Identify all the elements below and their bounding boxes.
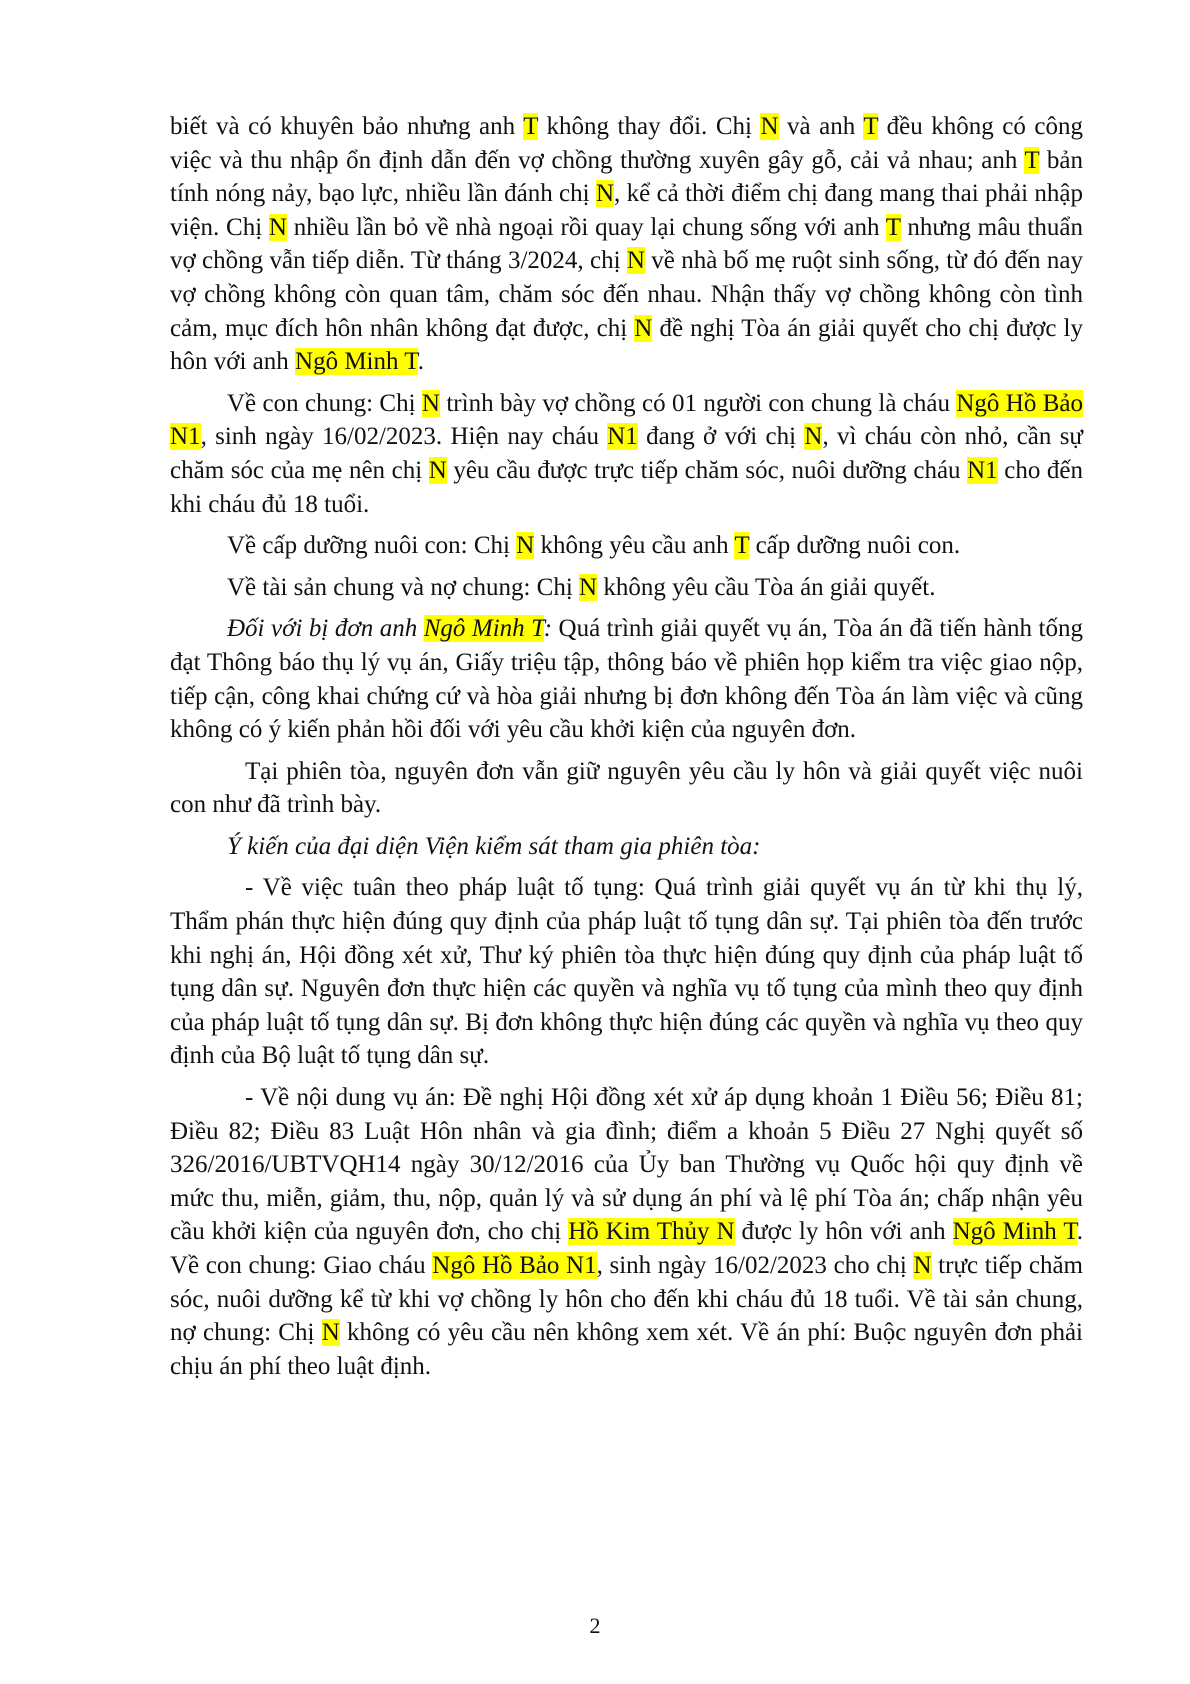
text-run: Về tài sản chung và nợ chung: Chị bbox=[227, 573, 580, 601]
paragraph bbox=[170, 1081, 1083, 1383]
highlighted-name: N bbox=[579, 573, 598, 601]
document-body bbox=[170, 110, 1083, 1391]
paragraph bbox=[170, 612, 1083, 746]
highlighted-name: N1 bbox=[967, 456, 998, 484]
text-run: - Về việc tuân theo pháp luật tố tụng: Quá trình giải quyết vụ án từ khi thụ lý, Thẩm phán thực hiện đúng quy định của pháp luật tố tụng dân sự. Tại phiên tòa đến trước khi nghị án, Hội đồng xét xử, Thư ký phiên tòa thực hiện đúng quy định của pháp luật tố tụng dân sự. Nguyên đơn thực hiện các quyền và nghĩa vụ tố tụng của mình theo quy định của pháp luật tố tụng dân sự. Bị đơn không thực hiện đúng các quyền và nghĩa vụ theo quy định của Bộ luật tố tụng dân sự. bbox=[170, 874, 1083, 1070]
highlighted-name: Ngô Minh T bbox=[295, 348, 418, 376]
text-run: nhiều lần bỏ về nhà ngoại rồi quay lại chung sống với anh bbox=[286, 213, 886, 241]
text-run: - Về nội dung vụ án: Đề nghị Hội đồng xét xử áp dụng khoản 1 Điều 56; Điều 81; Điều 82; Điều 83 Luật Hôn nhân và gia đình; điểm a khoản 5 Điều 27 Nghị quyết số 326/2016/UBTVQH14 ngày 30/12/2016 của Ủy ban Thường vụ Quốc hội quy định về mức thu, miễn, giảm, thu, nộp, quản lý và sử dụng án phí và lệ phí Tòa án; chấp nhận yêu cầu khởi kiện của nguyên đơn, cho chị bbox=[170, 1084, 1083, 1246]
page-number: 2 bbox=[589, 1613, 601, 1638]
highlighted-name: N bbox=[913, 1252, 932, 1279]
highlighted-name: N bbox=[321, 1319, 340, 1347]
paragraph bbox=[170, 871, 1083, 1073]
text-run: đều không có công việc và thu nhập ổn định dẫn đến vợ chồng thường xuyên gây gỗ, cải vả nhau; anh bbox=[170, 113, 1083, 174]
highlighted-name: T bbox=[863, 113, 879, 140]
text-run: không yêu cầu anh bbox=[534, 532, 735, 560]
paragraph bbox=[170, 529, 1083, 563]
paragraph bbox=[170, 755, 1083, 822]
text-run: cấp dưỡng nuôi con. bbox=[749, 532, 961, 560]
text-run: về nhà bố mẹ ruột sinh sống, từ đó đến nay vợ chồng không còn quan tâm, chăm sóc đến nhau. Nhận thấy vợ chồng không còn tình cảm, mục đích hôn nhân không đạt được, chị bbox=[170, 247, 1083, 342]
paragraph bbox=[170, 110, 1083, 379]
text-run: và anh bbox=[778, 113, 864, 140]
highlighted-name: N bbox=[634, 314, 653, 342]
highlighted-name: N bbox=[268, 213, 287, 241]
text-run: yêu cầu được trực tiếp chăm sóc, nuôi dưỡng cháu bbox=[446, 456, 968, 484]
text-run: đang ở với chị bbox=[637, 423, 805, 451]
highlighted-name: N bbox=[516, 532, 535, 560]
text-run: . Về con chung: Giao cháu bbox=[170, 1218, 1083, 1279]
highlighted-name: Hồ Kim Thủy N bbox=[568, 1218, 735, 1246]
text-run: không thay đổi. Chị bbox=[538, 113, 761, 140]
text-run: cho đến khi cháu đủ 18 tuổi. bbox=[170, 456, 1083, 518]
text-run: Tại phiên tòa, nguyên đơn vẫn giữ nguyên yêu cầu ly hôn và giải quyết việc nuôi con như đã trình bày. bbox=[170, 757, 1083, 819]
highlighted-name: N bbox=[760, 113, 779, 140]
text-run: Quá trình giải quyết vụ án, Tòa án đã tiến hành tống đạt Thông báo thụ lý vụ án, Giấy triệu tập, thông báo về phiên họp kiểm tra việc giao nộp, tiếp cận, công khai chứng cứ và hòa giải nhưng bị đơn không đến Tòa án làm việc và cũng không có ý kiến phản hồi đối với yêu cầu khởi kiện của nguyên đơn. bbox=[170, 615, 1083, 744]
paragraph bbox=[170, 387, 1083, 521]
text-run: trình bày vợ chồng có 01 người con chung là cháu bbox=[439, 389, 957, 417]
highlighted-name: N1 bbox=[607, 423, 638, 451]
paragraph bbox=[170, 571, 1083, 605]
text-run: được ly hôn với anh bbox=[734, 1218, 953, 1246]
highlighted-name: N bbox=[421, 389, 440, 417]
text-run: , vì cháu còn nhỏ, cần sự chăm sóc của mẹ nên chị bbox=[170, 423, 1083, 484]
text-run: không yêu cầu Tòa án giải quyết. bbox=[597, 573, 936, 601]
text-run: Về con chung: Chị bbox=[227, 389, 422, 417]
highlighted-name: N bbox=[428, 456, 447, 484]
text-run: , sinh ngày 16/02/2023. Hiện nay cháu bbox=[200, 423, 608, 451]
highlighted-name: N bbox=[804, 423, 823, 451]
highlighted-name: T bbox=[885, 213, 901, 241]
highlighted-name: T bbox=[1024, 146, 1040, 174]
highlighted-name: Ngô Minh T bbox=[952, 1218, 1077, 1246]
text-run: , kể cả thời điểm chị đang mang thai phải nhập viện. Chị bbox=[170, 180, 1083, 241]
text-run: Về cấp dưỡng nuôi con: Chị bbox=[227, 532, 517, 560]
text-run: Ý kiến của đại diện Viện kiểm sát tham gia phiên tòa: bbox=[227, 832, 761, 860]
text-run: biết và có khuyên bảo nhưng anh bbox=[170, 113, 524, 140]
text-run: nhưng mâu thuẩn vợ chồng vẫn tiếp diễn. Từ tháng 3/2024, chị bbox=[170, 213, 1084, 275]
text-run: trực tiếp chăm sóc, nuôi dưỡng kể từ khi vợ chồng ly hôn cho đến khi cháu đủ 18 tuổi. Về tài sản chung, nợ chung: Chị bbox=[170, 1252, 1083, 1347]
text-run: bản tính nóng nảy, bạo lực, nhiều lần đánh chị bbox=[170, 146, 1083, 208]
highlighted-name: Ngô Hồ Bảo N1 bbox=[170, 389, 1083, 451]
highlighted-name: Ngô Hồ Bảo N1 bbox=[432, 1252, 597, 1279]
text-run: Đối với bị đơn anh bbox=[227, 615, 424, 643]
text-run: : bbox=[543, 615, 553, 643]
highlighted-name: T bbox=[523, 113, 539, 140]
highlighted-name: N bbox=[626, 247, 645, 275]
text-run: . bbox=[417, 348, 424, 376]
paragraph bbox=[170, 830, 1083, 864]
text-run: đề nghị Tòa án giải quyết cho chị được ly hôn với anh bbox=[170, 314, 1083, 376]
highlighted-name: T bbox=[734, 532, 750, 560]
highlighted-name: N bbox=[595, 180, 615, 208]
highlighted-name: Ngô Minh T bbox=[423, 615, 544, 643]
text-run: , sinh ngày 16/02/2023 cho chị bbox=[596, 1252, 914, 1279]
text-run: không có yêu cầu nên không xem xét. Về án phí: Buộc nguyên đơn phải chịu án phí theo luật định. bbox=[170, 1319, 1083, 1380]
